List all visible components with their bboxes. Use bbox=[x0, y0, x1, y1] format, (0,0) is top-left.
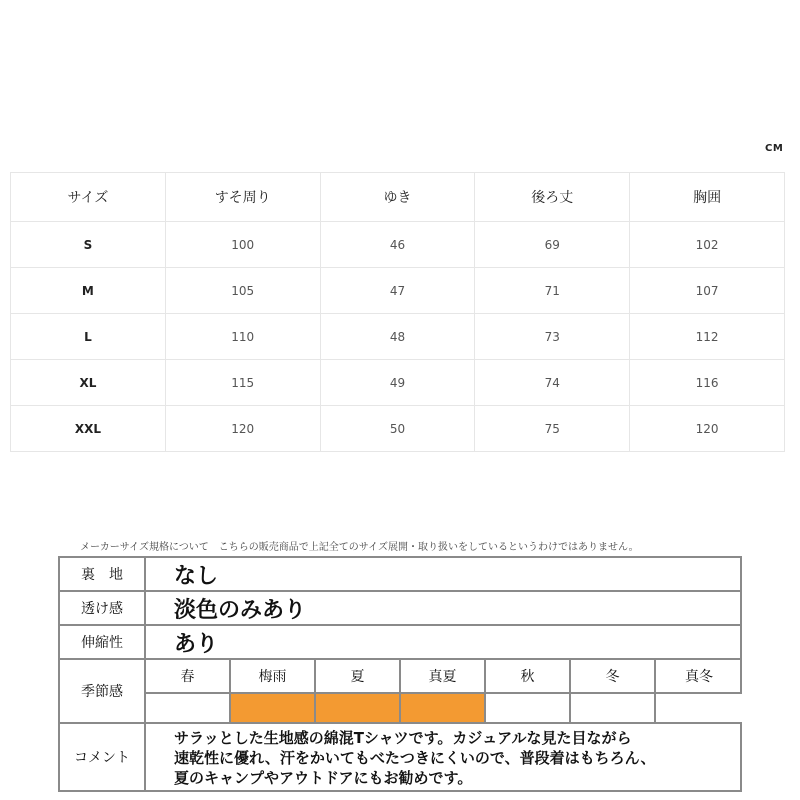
season-indicator bbox=[231, 694, 316, 722]
header-chest: 胸囲 bbox=[630, 173, 785, 222]
header-length: 後ろ丈 bbox=[475, 173, 630, 222]
table-row bbox=[11, 406, 785, 452]
comment-line: 夏のキャンプやアウトドアにもお勧めです。 bbox=[174, 769, 473, 787]
lining-label: 裏 地 bbox=[60, 558, 146, 590]
sleeve-cell: 47 bbox=[320, 268, 475, 314]
season-indicator bbox=[571, 694, 656, 722]
season-name: 夏 bbox=[316, 660, 401, 694]
season-name: 秋 bbox=[486, 660, 571, 694]
sleeve-cell: 48 bbox=[320, 314, 475, 360]
lining-value: なし bbox=[174, 563, 219, 589]
hem-cell: 110 bbox=[165, 314, 320, 360]
season-name: 春 bbox=[146, 660, 231, 694]
sheer-label: 透け感 bbox=[60, 592, 146, 624]
season-indicator bbox=[486, 694, 571, 722]
season-name: 冬 bbox=[571, 660, 656, 694]
season-indicator bbox=[146, 694, 231, 722]
season-label: 季節感 bbox=[60, 660, 146, 722]
size-cell: M bbox=[11, 268, 166, 314]
size-cell: L bbox=[11, 314, 166, 360]
season-indicator bbox=[316, 694, 401, 722]
length-cell: 73 bbox=[475, 314, 630, 360]
chest-cell: 102 bbox=[630, 222, 785, 268]
season-grid bbox=[146, 660, 740, 722]
length-cell: 71 bbox=[475, 268, 630, 314]
sleeve-cell: 46 bbox=[320, 222, 475, 268]
size-cell: XXL bbox=[11, 406, 166, 452]
chest-cell: 112 bbox=[630, 314, 785, 360]
header-size: サイズ bbox=[11, 173, 166, 222]
length-cell: 74 bbox=[475, 360, 630, 406]
spec-row-sheer bbox=[60, 592, 740, 626]
spec-row-comment bbox=[60, 724, 740, 790]
spec-row-season bbox=[60, 660, 740, 724]
season-name: 梅雨 bbox=[231, 660, 316, 694]
hem-cell: 120 bbox=[165, 406, 320, 452]
comment-text bbox=[146, 724, 740, 790]
sleeve-cell: 50 bbox=[320, 406, 475, 452]
comment-line: サラッとした生地感の綿混Tシャツです。カジュアルな見た目ながら bbox=[174, 729, 632, 747]
size-note: メーカーサイズ規格について こちらの販売商品で上記全てのサイズ展開・取り扱いをしているというわけではありません。 bbox=[80, 542, 639, 553]
spec-row-lining bbox=[60, 558, 740, 592]
spec-row-stretch bbox=[60, 626, 740, 660]
header-hem: すそ周り bbox=[165, 173, 320, 222]
length-cell: 75 bbox=[475, 406, 630, 452]
size-cell: S bbox=[11, 222, 166, 268]
season-indicator bbox=[656, 694, 742, 722]
table-row bbox=[11, 222, 785, 268]
table-row bbox=[11, 314, 785, 360]
chest-cell: 120 bbox=[630, 406, 785, 452]
hem-cell: 105 bbox=[165, 268, 320, 314]
chest-cell: 107 bbox=[630, 268, 785, 314]
length-cell: 69 bbox=[475, 222, 630, 268]
comment-label: コメント bbox=[60, 724, 146, 790]
sheer-value: 淡色のみあり bbox=[174, 597, 307, 623]
header-sleeve: ゆき bbox=[320, 173, 475, 222]
hem-cell: 115 bbox=[165, 360, 320, 406]
size-table-header-row bbox=[11, 173, 785, 222]
stretch-value: あり bbox=[174, 631, 219, 657]
sleeve-cell: 49 bbox=[320, 360, 475, 406]
spec-table bbox=[58, 556, 742, 792]
unit-label: CM bbox=[765, 143, 784, 154]
season-name: 真夏 bbox=[401, 660, 486, 694]
season-name: 真冬 bbox=[656, 660, 742, 694]
size-table bbox=[10, 172, 785, 452]
table-row bbox=[11, 360, 785, 406]
season-indicator bbox=[401, 694, 486, 722]
chest-cell: 116 bbox=[630, 360, 785, 406]
comment-line: 速乾性に優れ、汗をかいてもべたつきにくいので、普段着はもちろん、 bbox=[174, 749, 656, 767]
stretch-label: 伸縮性 bbox=[60, 626, 146, 658]
hem-cell: 100 bbox=[165, 222, 320, 268]
size-cell: XL bbox=[11, 360, 166, 406]
table-row bbox=[11, 268, 785, 314]
